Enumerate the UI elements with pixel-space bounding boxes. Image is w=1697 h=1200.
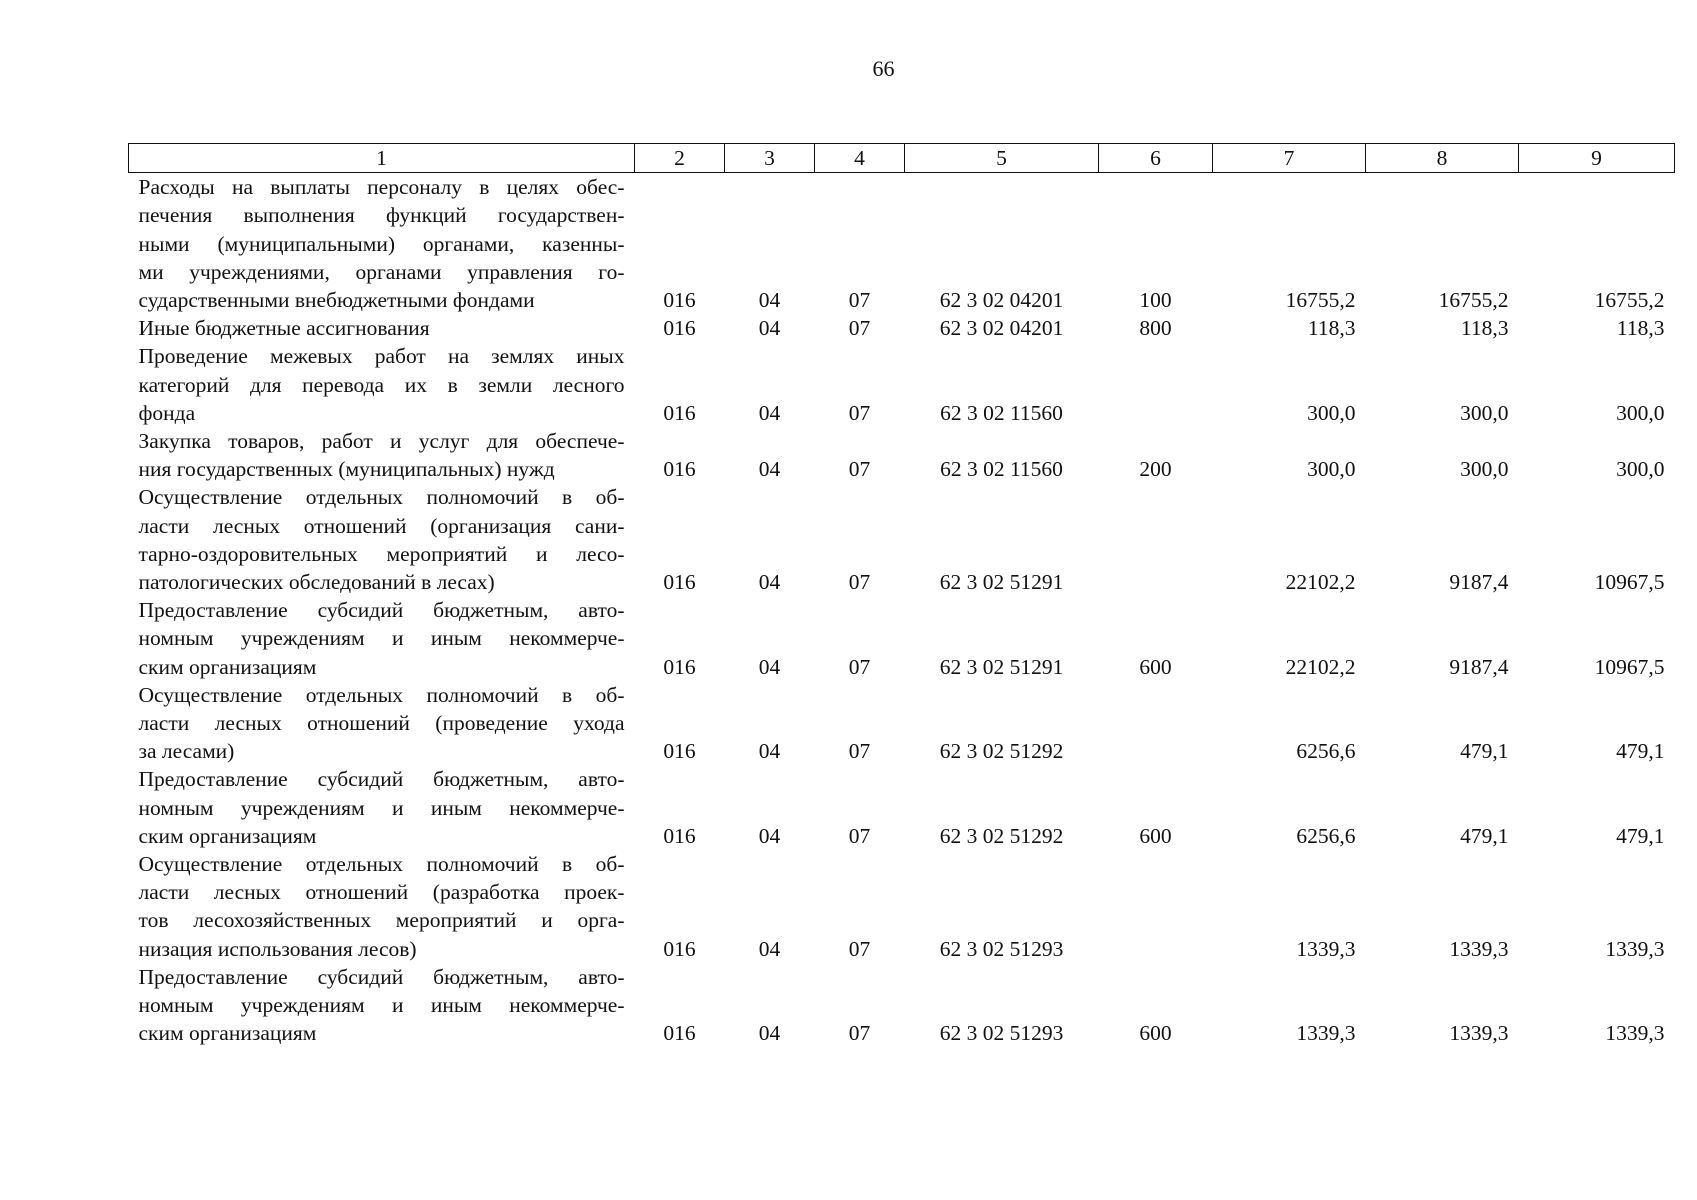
cell-subsection: 07 (848, 739, 871, 764)
cell-target-article: 62 3 02 04201 (939, 288, 1064, 313)
cell-amount-year-1: 22102,2 (1285, 570, 1356, 595)
cell-amount-year-1: 6256,6 (1296, 739, 1356, 764)
cell-subsection: 07 (848, 288, 871, 313)
cell-expense-type: 100 (1139, 288, 1172, 313)
cell-amount-year-1: 6256,6 (1296, 823, 1356, 848)
cell-amount-year-3: 118,3 (1616, 316, 1665, 341)
description-line: за лесами) (138, 739, 235, 764)
cell-section: 04 (758, 936, 781, 961)
cell-ministry-code: 016 (663, 570, 696, 595)
cell-expense-type: 600 (1139, 654, 1172, 679)
table-row (129, 173, 1675, 315)
table-row (129, 963, 1675, 1048)
cell-amount-year-2: 16755,2 (1438, 288, 1509, 313)
cell-subsection: 07 (848, 936, 871, 961)
cell-description (129, 427, 635, 483)
cell-amount-year-1: 1339,3 (1296, 1021, 1356, 1046)
description-line: Иные бюджетные ассигнования (138, 316, 430, 341)
cell-amount-year-1: 300,0 (1307, 457, 1356, 482)
cell-amount-year-3: 300,0 (1616, 400, 1665, 425)
cell-expense-type: 600 (1139, 823, 1172, 848)
cell-target-article: 62 3 02 51292 (939, 739, 1064, 764)
budget-table (128, 143, 1675, 1048)
description-line: низация использования лесов) (138, 936, 417, 961)
table-row (129, 681, 1675, 766)
cell-target-article: 62 3 02 51293 (939, 936, 1064, 961)
description-line: ским организациям (138, 823, 317, 848)
description-line: Предоставление субсидий бюджетным, авто- (138, 767, 625, 792)
cell-amount-year-3: 10967,5 (1594, 570, 1665, 595)
cell-expense-type: 600 (1139, 1021, 1172, 1046)
cell-subsection: 07 (848, 457, 871, 482)
page-number: 66 (872, 56, 895, 81)
cell-expense-type (1099, 681, 1213, 766)
cell-ministry-code: 016 (663, 823, 696, 848)
description-line: Предоставление субсидий бюджетным, авто- (138, 964, 625, 989)
cell-description (129, 963, 635, 1048)
cell-amount-year-3: 479,1 (1616, 823, 1665, 848)
description-line: ния государственных (муниципальных) нужд (138, 457, 555, 482)
cell-amount-year-2: 479,1 (1460, 739, 1509, 764)
cell-description (129, 850, 635, 963)
cell-expense-type: 200 (1139, 457, 1172, 482)
table-row (129, 765, 1675, 850)
header-cell: 3 (725, 144, 815, 173)
header-cell: 6 (1099, 144, 1213, 173)
table-row (129, 596, 1675, 681)
header-cell: 2 (635, 144, 725, 173)
description-line: категорий для перевода их в земли лесного (138, 372, 625, 397)
description-line: Осуществление отдельных полномочий в об- (138, 682, 625, 707)
cell-target-article: 62 3 02 11560 (940, 457, 1063, 482)
table-row (129, 314, 1675, 342)
description-line: номным учреждениям и иным некоммерче- (138, 993, 625, 1018)
cell-ministry-code: 016 (663, 654, 696, 679)
cell-expense-type: 800 (1139, 316, 1172, 341)
description-line: ским организациям (138, 1021, 317, 1046)
cell-amount-year-3: 300,0 (1616, 457, 1665, 482)
cell-description (129, 342, 635, 427)
cell-subsection: 07 (848, 1021, 871, 1046)
cell-target-article: 62 3 02 51291 (939, 570, 1064, 595)
table-row (129, 850, 1675, 963)
cell-subsection: 07 (848, 823, 871, 848)
cell-section: 04 (758, 316, 781, 341)
description-line: ласти лесных отношений (проведение ухода (138, 711, 625, 736)
cell-target-article: 62 3 02 51293 (939, 1021, 1064, 1046)
cell-amount-year-3: 1339,3 (1605, 1021, 1665, 1046)
cell-description (129, 765, 635, 850)
description-line: Предоставление субсидий бюджетным, авто- (138, 598, 625, 623)
cell-amount-year-2: 300,0 (1460, 400, 1509, 425)
cell-amount-year-1: 22102,2 (1285, 654, 1356, 679)
header-cell: 9 (1519, 144, 1675, 173)
cell-amount-year-2: 300,0 (1460, 457, 1509, 482)
cell-section: 04 (758, 823, 781, 848)
cell-section: 04 (758, 739, 781, 764)
cell-section: 04 (758, 570, 781, 595)
cell-target-article: 62 3 02 51291 (939, 654, 1064, 679)
cell-description (129, 596, 635, 681)
header-cell: 7 (1213, 144, 1366, 173)
cell-description (129, 314, 635, 342)
cell-amount-year-2: 1339,3 (1449, 1021, 1509, 1046)
description-line: Закупка товаров, работ и услуг для обеспече- (138, 429, 625, 454)
description-line: патологических обследований в лесах) (138, 570, 495, 595)
cell-ministry-code: 016 (663, 936, 696, 961)
header-row (129, 144, 1675, 173)
cell-target-article: 62 3 02 11560 (940, 400, 1063, 425)
cell-subsection: 07 (848, 570, 871, 595)
cell-amount-year-2: 118,3 (1460, 316, 1509, 341)
cell-ministry-code: 016 (663, 288, 696, 313)
table-row (129, 483, 1675, 596)
description-line: Осуществление отдельных полномочий в об- (138, 852, 625, 877)
description-line: тов лесохозяйственных мероприятий и орга- (138, 908, 625, 933)
cell-description (129, 483, 635, 596)
cell-expense-type (1099, 850, 1213, 963)
header-cell: 8 (1366, 144, 1519, 173)
cell-section: 04 (758, 1021, 781, 1046)
cell-ministry-code: 016 (663, 1021, 696, 1046)
description-line: ласти лесных отношений (разработка проек- (138, 880, 625, 905)
cell-amount-year-3: 479,1 (1616, 739, 1665, 764)
cell-ministry-code: 016 (663, 400, 696, 425)
table-body (129, 173, 1675, 1048)
description-line: ласти лесных отношений (организация сани- (138, 513, 625, 538)
description-line: номным учреждениям и иным некоммерче- (138, 795, 625, 820)
cell-amount-year-1: 118,3 (1307, 316, 1356, 341)
description-line: номным учреждениям и иным некоммерче- (138, 626, 625, 651)
description-line: Расходы на выплаты персоналу в целях обес- (138, 175, 625, 200)
description-line: ми учреждениями, органами управления го- (138, 259, 625, 284)
cell-amount-year-2: 9187,4 (1449, 654, 1509, 679)
cell-amount-year-3: 1339,3 (1605, 936, 1665, 961)
cell-ministry-code: 016 (663, 457, 696, 482)
cell-amount-year-3: 16755,2 (1594, 288, 1665, 313)
cell-section: 04 (758, 457, 781, 482)
cell-ministry-code: 016 (663, 739, 696, 764)
cell-section: 04 (758, 400, 781, 425)
cell-target-article: 62 3 02 04201 (939, 316, 1064, 341)
cell-subsection: 07 (848, 654, 871, 679)
cell-amount-year-2: 9187,4 (1449, 570, 1509, 595)
cell-section: 04 (758, 654, 781, 679)
cell-ministry-code: 016 (663, 316, 696, 341)
cell-amount-year-2: 1339,3 (1449, 936, 1509, 961)
description-line: Осуществление отдельных полномочий в об- (138, 485, 625, 510)
cell-expense-type (1099, 342, 1213, 427)
cell-amount-year-1: 1339,3 (1296, 936, 1356, 961)
cell-subsection: 07 (848, 316, 871, 341)
cell-subsection: 07 (848, 400, 871, 425)
cell-amount-year-2: 479,1 (1460, 823, 1509, 848)
cell-expense-type (1099, 483, 1213, 596)
cell-amount-year-3: 10967,5 (1594, 654, 1665, 679)
cell-target-article: 62 3 02 51292 (939, 823, 1064, 848)
table-row (129, 427, 1675, 483)
table-row (129, 342, 1675, 427)
description-line: ными (муниципальными) органами, казенны- (138, 231, 625, 256)
cell-description (129, 173, 635, 315)
description-line: тарно-оздоровительных мероприятий и лесо- (138, 541, 625, 566)
description-line: сударственными внебюджетными фондами (138, 288, 535, 313)
description-line: печения выполнения функций государствен- (138, 203, 625, 228)
header-cell: 5 (905, 144, 1099, 173)
cell-amount-year-1: 16755,2 (1285, 288, 1356, 313)
header-cell: 4 (815, 144, 905, 173)
description-line: фонда (138, 400, 196, 425)
cell-amount-year-1: 300,0 (1307, 400, 1356, 425)
header-cell: 1 (129, 144, 635, 173)
description-line: Проведение межевых работ на землях иных (138, 344, 625, 369)
description-line: ским организациям (138, 654, 317, 679)
cell-description (129, 681, 635, 766)
cell-section: 04 (758, 288, 781, 313)
